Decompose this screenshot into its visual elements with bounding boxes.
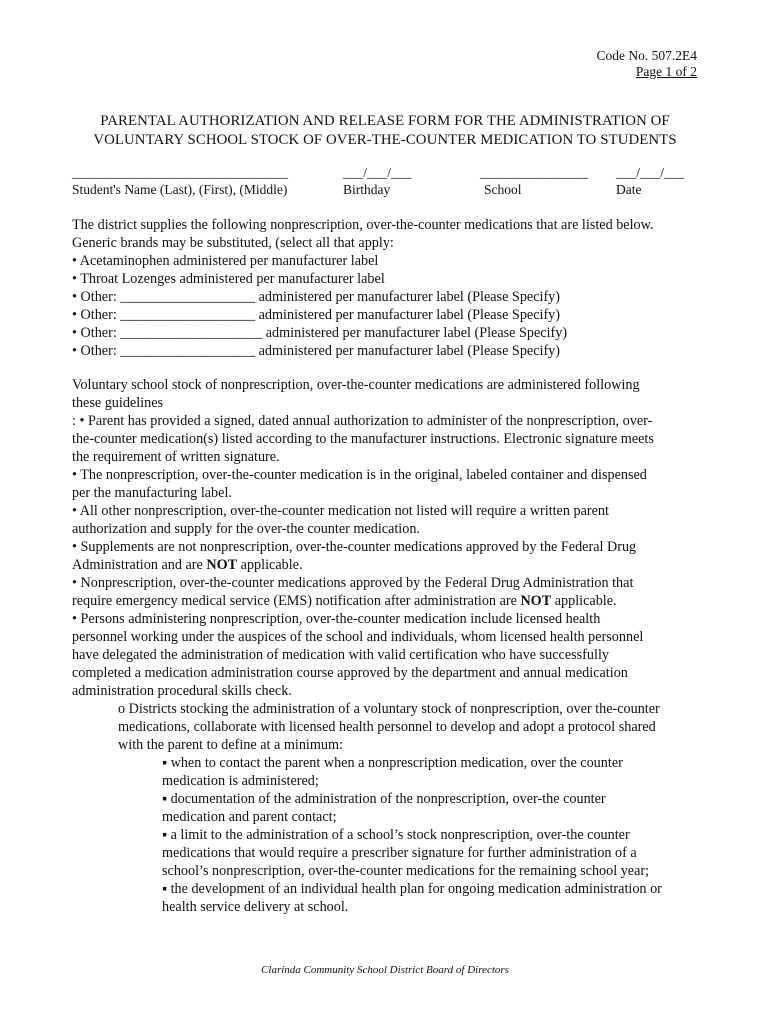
intro-line: Generic brands may be substituted, (select all that apply:: [72, 235, 394, 251]
birthday-field[interactable]: [343, 164, 411, 198]
form-title: [60, 112, 710, 150]
medication-option-other-3[interactable]: • Other: ____________________ administered per manufacturer label (Please Specify): [72, 325, 568, 341]
page-footer: Clarinda Community School District Board of Directors: [261, 964, 509, 976]
guideline-line: these guidelines: [72, 395, 164, 411]
student-name-field[interactable]: [72, 164, 288, 198]
guideline-line: completed a medication administration course approved by the department and annual medication: [72, 665, 628, 681]
medication-option-acetaminophen[interactable]: • Acetaminophen administered per manufacturer label: [72, 253, 379, 269]
document-code-block: [597, 48, 698, 80]
date-label: Date: [616, 182, 642, 197]
guideline-line: the requirement of written signature.: [72, 449, 280, 465]
guideline-line: [72, 556, 702, 574]
protocol-item-line: ▪ a limit to the administration of a school’s stock nonprescription, over-the counter: [162, 827, 630, 843]
medication-option-other-1[interactable]: • Other: ___________________ administered per manufacturer label (Please Specify): [72, 289, 560, 305]
not-emphasis: NOT: [520, 593, 552, 609]
guideline-text: applicable.: [237, 557, 303, 573]
guideline-line: • The nonprescription, over-the-counter medication is in the original, labeled container and dispensed: [72, 467, 647, 483]
title-line-1: PARENTAL AUTHORIZATION AND RELEASE FORM FOR THE ADMINISTRATION OF: [100, 113, 670, 129]
guideline-line: the-counter medication(s) listed according to the manufacturer instructions. Electronic signature meets: [72, 431, 654, 447]
guideline-line: • Supplements are not nonprescription, over-the-counter medications approved by the Federal Drug: [72, 539, 637, 555]
guideline-line: personnel working under the auspices of the school and individuals, whom licensed health personnel: [72, 629, 644, 645]
school-blank[interactable]: ________________: [480, 165, 588, 180]
protocol-item-line: ▪ when to contact the parent when a nonprescription medication, over the counter: [162, 755, 623, 771]
medication-option-other-4[interactable]: • Other: ___________________ administered per manufacturer label (Please Specify): [72, 343, 560, 359]
guideline-line: : • Parent has provided a signed, dated annual authorization to administer of the nonprescription, over-: [72, 413, 653, 429]
birthday-label: Birthday: [343, 182, 391, 197]
student-name-blank[interactable]: ________________________________: [72, 165, 288, 180]
sub-guideline-line: o Districts stocking the administration of a voluntary stock of nonprescription, over the-counter: [118, 701, 660, 717]
sub-guideline-line: with the parent to define at a minimum:: [118, 737, 343, 753]
title-line-2: VOLUNTARY SCHOOL STOCK OF OVER-THE-COUNTER MEDICATION TO STUDENTS: [93, 132, 677, 148]
protocol-item-line: medication and parent contact;: [162, 809, 337, 825]
guideline-line: have delegated the administration of medication with valid certification who have successfully: [72, 647, 609, 663]
guideline-line: authorization and supply for the over-the counter medication.: [72, 521, 420, 537]
protocol-item-line: medications that would require a prescriber signature for further administration of a: [162, 845, 637, 861]
guideline-text: Administration and are: [72, 557, 207, 573]
guideline-line: per the manufacturing label.: [72, 485, 232, 501]
guideline-text: require emergency medical service (EMS) notification after administration are: [72, 593, 521, 609]
medication-option-other-2[interactable]: • Other: ___________________ administered per manufacturer label (Please Specify): [72, 307, 560, 323]
school-field[interactable]: [480, 164, 588, 198]
student-name-label: Student's Name (Last), (First), (Middle): [72, 182, 288, 197]
protocol-item-line: ▪ the development of an individual health plan for ongoing medication administration or: [162, 881, 662, 897]
date-field[interactable]: [616, 164, 684, 198]
not-emphasis: NOT: [206, 557, 238, 573]
protocol-item-line: medication is administered;: [162, 773, 319, 789]
guideline-line: • All other nonprescription, over-the-counter medication not listed will require a written parent: [72, 503, 609, 519]
guidelines-section: [72, 376, 702, 916]
guideline-line: administration procedural skills check.: [72, 683, 292, 699]
guideline-line: • Persons administering nonprescription, over-the-counter medication include licensed health: [72, 611, 601, 627]
protocol-item-line: ▪ documentation of the administration of the nonprescription, over-the counter: [162, 791, 606, 807]
birthday-blank[interactable]: ___/___/___: [343, 165, 412, 180]
page-number: Page 1 of 2: [635, 64, 697, 79]
sub-guideline-line: medications, collaborate with licensed health personnel to develop and adopt a protocol shared: [118, 719, 656, 735]
guideline-text: applicable.: [551, 593, 617, 609]
guideline-line: Voluntary school stock of nonprescription, over-the-counter medications are administered following: [72, 377, 640, 393]
medication-list-section: [72, 216, 702, 360]
guideline-line: • Nonprescription, over-the-counter medications approved by the Federal Drug Administration that: [72, 575, 634, 591]
medication-option-throat-lozenges[interactable]: • Throat Lozenges administered per manufacturer label: [72, 271, 385, 287]
code-number: Code No. 507.2E4: [596, 48, 697, 63]
date-blank[interactable]: ___/___/___: [616, 165, 685, 180]
school-label: School: [484, 182, 522, 197]
protocol-item-line: school’s nonprescription, over-the-counter medications for the remaining school year;: [162, 863, 650, 879]
protocol-item-line: health service delivery at school.: [162, 899, 349, 915]
intro-line: The district supplies the following nonprescription, over-the-counter medications that are listed below.: [72, 217, 654, 233]
guideline-line: [72, 592, 702, 610]
